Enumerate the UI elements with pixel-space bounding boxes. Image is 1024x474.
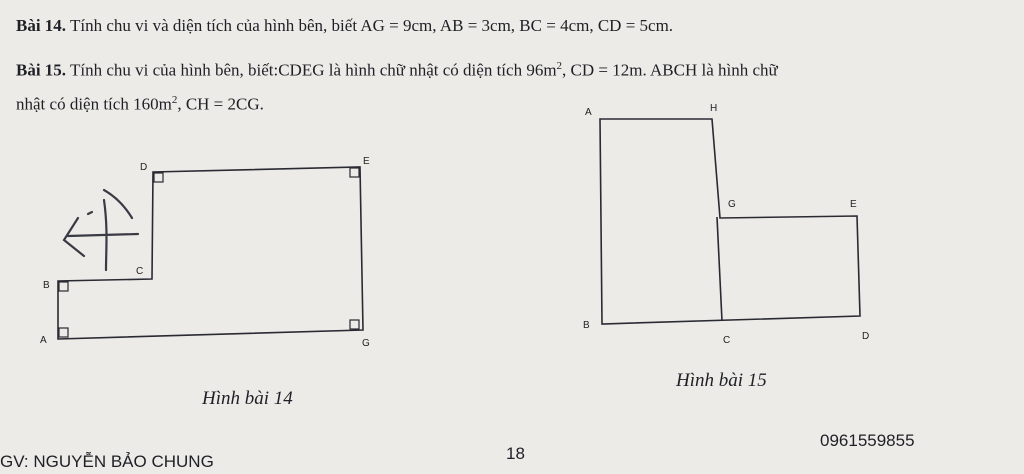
figure-15-label-h: H	[710, 103, 718, 114]
figure-15-label-g: G	[728, 199, 736, 210]
problem-15-text-2b: , CH = 2CG.	[177, 94, 264, 114]
footer-author: GV: NGUYỄN BẢO CHUNG	[0, 452, 214, 471]
figure-14-outline	[58, 167, 363, 339]
figure-15-label-b: B	[583, 320, 590, 331]
right-angle-marker-a	[59, 328, 68, 337]
figure-15-label-d: D	[862, 331, 870, 342]
right-angle-marker-g	[350, 320, 359, 329]
figure-15-label-c: C	[723, 335, 731, 346]
figure-14-label-c: C	[136, 266, 144, 277]
figure-14-label-d: D	[140, 162, 148, 173]
footer-phone: 0961559855	[820, 431, 915, 450]
problem-14-title: Bài 14.	[16, 16, 67, 35]
figure-14-label-a: A	[40, 335, 47, 346]
footer-page-number: 18	[506, 444, 525, 463]
figure-15-label-a: A	[585, 107, 592, 118]
figure-14	[58, 167, 363, 339]
problem-14-text: Tính chu vi và diện tích của hình bên, biết AG = 9cm, AB = 3cm, BC = 4cm, CD = 5cm.	[70, 16, 674, 35]
problem-15-text-1a: Tính chu vi của hình bên, biết:CDEG là hình chữ nhật có diện tích 96m	[70, 60, 557, 80]
figure-15-segment-hc	[717, 217, 722, 321]
figure-14-label-e: E	[363, 156, 370, 167]
figure-15-caption: Hình bài 15	[676, 370, 767, 391]
right-angle-marker-e	[350, 168, 359, 177]
figure-15-outline	[600, 119, 860, 324]
problem-15-text-2a: nhật có diện tích 160m	[16, 94, 172, 114]
right-angle-marker-b	[59, 282, 68, 291]
figure-14-label-b: B	[43, 280, 50, 291]
problem-15-text-1b: , CD = 12m. ABCH là hình chữ	[562, 60, 778, 80]
handwritten-scribble	[64, 190, 138, 270]
right-angle-marker-d	[154, 173, 163, 182]
figure-15-label-e: E	[850, 199, 857, 210]
problem-15-sup-1: 2	[556, 60, 563, 72]
problem-15-title: Bài 15.	[16, 60, 67, 80]
figure-14-label-g: G	[362, 338, 370, 349]
figure-15	[600, 119, 860, 324]
problem-15-sup-2: 2	[171, 94, 178, 106]
figure-14-caption: Hình bài 14	[202, 388, 293, 409]
